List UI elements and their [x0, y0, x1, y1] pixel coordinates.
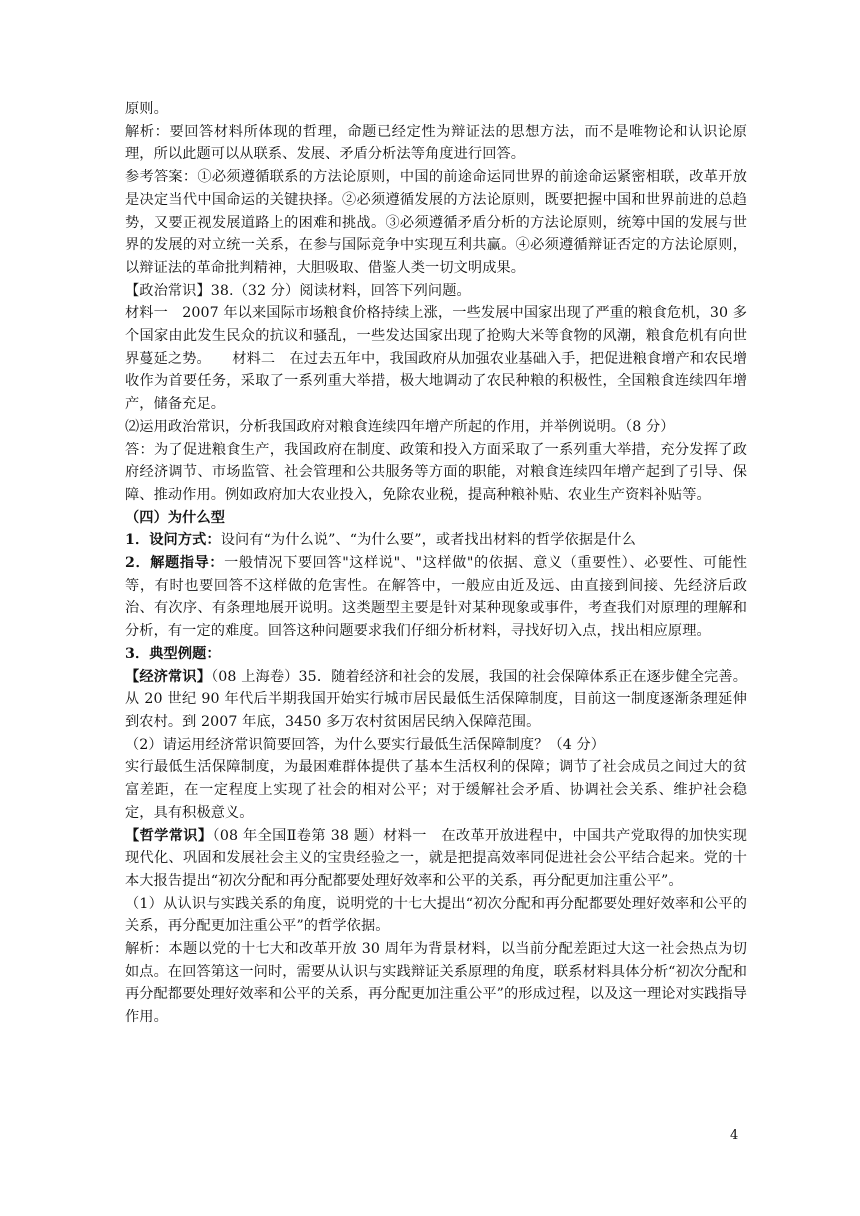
paragraph-text: 参考答案：①必须遵循联系的方法论原则，中国的前途命运同世界的前途命运紧密相联，改革开放是决定当代中国命运的关键抉择。②必须遵循发展的方法论原则，既要把握中国和世界前进的总趋势，又要正视发展道路上的困难和挑战。③必须遵循矛盾分析的方法论原则，统筹中国的发展与世界的发展的对立统一关系，在参与国际竞争中实现互利共赢。④必须遵循辩证否定的方法论原则，以辩证法的革命批判精神，大胆吸取、借鉴人类一切文明成果。	[125, 169, 747, 276]
paragraph	[125, 734, 747, 757]
paragraph-text: （08 年全国Ⅱ卷第 38 题）材料一 在改革开放进程中，中国共产党取得的加快实现现代化、巩固和发展社会主义的宝贵经验之一，就是把提高效率同促进社会公平结合起来。党的十本大报告提出“初次分配和再分配都要处理好效率和公平的关系，再分配更加注重公平”。	[125, 827, 748, 889]
paragraph-text: 解析：本题以党的十七大和改革开放 30 周年为背景材料，以当前分配差距过大这一社会热点为切如点。在回答第这一问时，需要从认识与实践辩证关系原理的角度，联系材料具体分析“初次分配和再分配都要处理好效率和公平的关系，再分配更加注重公平”的形成过程，以及这一理论对实践指导作用。	[125, 941, 747, 1026]
bold-heading-text: （四）为什么型	[125, 509, 226, 526]
paragraph	[125, 121, 747, 166]
paragraph-text: 设问有“为什么说”、“为什么要”，或者找出材料的哲学依据是什么	[220, 532, 636, 549]
bold-heading-text: 【经济常识】	[125, 668, 212, 685]
paragraph	[125, 893, 747, 938]
paragraph-text: ⑵运用政治常识，分析我国政府对粮食连续四年增产所起的作用，并举例说明。（8 分）	[125, 418, 675, 435]
paragraph	[125, 643, 747, 666]
paragraph-text: 答：为了促进粮食生产，我国政府在制度、政策和投入方面采取了一系列重大举措，充分发挥了政府经济调节、市场监管、社会管理和公共服务等方面的职能，对粮食连续四年增产起到了引导、保障、推动作用。例如政府加大农业投入，免除农业税，提高种粮补贴、农业生产资料补贴等。	[125, 441, 747, 503]
paragraph	[125, 825, 747, 893]
paragraph	[125, 529, 747, 552]
bold-heading-text: 【哲学常识】	[125, 827, 213, 844]
paragraph-text: （2）请运用经济常识简要回答，为什么要实行最低生活保障制度？（4 分）	[125, 736, 606, 753]
document-body	[125, 98, 747, 1029]
paragraph-text: 【政治常识】38.（32 分）阅读材料，回答下列问题。	[125, 282, 471, 299]
paragraph	[125, 439, 747, 507]
paragraph	[125, 507, 747, 530]
page-number: 4	[730, 1128, 739, 1143]
paragraph-text: 实行最低生活保障制度，为最困难群体提供了基本生活权利的保障；调节了社会成员之间过大的贫富差距，在一定程度上实现了社会的相对公平；对于缓解社会矛盾、协调社会关系、维护社会稳定，具有积极意义。	[125, 759, 747, 821]
paragraph-text: （08 上海卷）35．随着经济和社会的发展，我国的社会保障体系正在逐步健全完善。从 20 世纪 90 年代后半期我国开始实行城市居民最低生活保障制度，目前这一制度逐渐条理延伸到农村。到 2007 年底，3450 多万农村贫困居民纳入保障范围。	[125, 668, 747, 730]
paragraph	[125, 938, 747, 1029]
bold-heading-text: 2．解题指导：	[125, 555, 225, 572]
paragraph-text: 原则。	[125, 101, 168, 117]
paragraph-text: 一般情况下要回答"这样说"、"这样做"的依据、意义（重要性）、必要性、可能性等，有时也要回答不这样做的危害性。在解答中，一般应由近及远、由直接到间接、先经济后政治、有次序、有条理地展开说明。这类题型主要是针对某种现象或事件，考查我们对原理的理解和分析，有一定的难度。回答这种问题要求我们仔细分析材料，寻找好切入点，找出相应原理。	[125, 555, 747, 640]
bold-heading-text: 1．设问方式：	[125, 532, 221, 549]
paragraph	[125, 302, 747, 416]
paragraph-text: （1）从认识与实践关系的角度，说明党的十七大提出“初次分配和再分配都要处理好效率和公平的关系，再分配更加注重公平”的哲学依据。	[125, 895, 747, 935]
paragraph	[125, 416, 747, 439]
paragraph	[125, 166, 747, 280]
paragraph	[125, 756, 747, 824]
bold-heading-text: 3．典型例题：	[125, 645, 221, 662]
paragraph	[125, 280, 747, 303]
paragraph	[125, 98, 747, 121]
paragraph	[125, 666, 747, 734]
paragraph-text: 解析：要回答材料所体现的哲理，命题已经定性为辩证法的思想方法，而不是唯物论和认识论原理，所以此题可以从联系、发展、矛盾分析法等角度进行回答。	[125, 123, 747, 163]
paragraph	[125, 552, 747, 643]
paragraph-text: 材料一 2007 年以来国际市场粮食价格持续上涨，一些发展中国家出现了严重的粮食危机，30 多个国家由此发生民众的抗议和骚乱，一些发达国家出现了抢购大米等食物的风潮，粮食危机有向世界蔓延之势。 材料二 在过去五年中，我国政府从加强农业基础入手，把促进粮食增产和农民增收作为首要任务，采取了一系列重大举措，极大地调动了农民种粮的积极性，全国粮食连续四年增产，储备充足。	[125, 305, 747, 413]
